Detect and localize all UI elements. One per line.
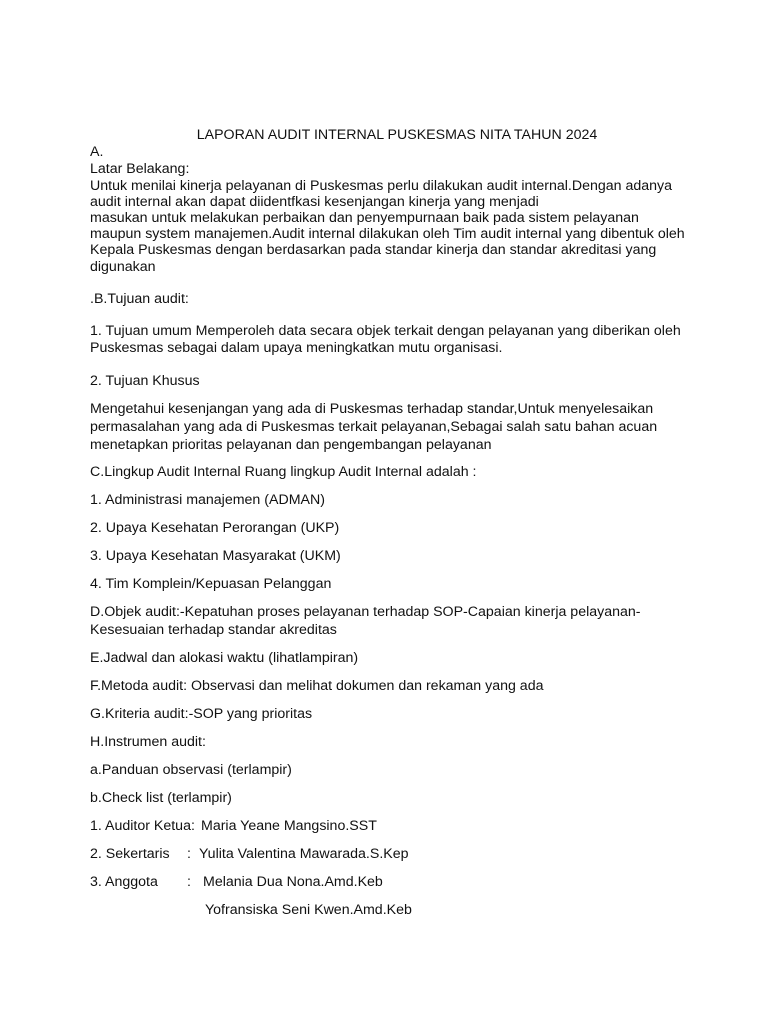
section-f-text: F.Metoda audit: Observasi dan melihat dokumen dan rekaman yang ada — [90, 678, 544, 694]
section-b-heading: .B.Tujuan audit: — [90, 291, 189, 307]
section-d-line: D.Objek audit:-Kepatuhan proses pelayanan terhadap SOP-Capaian kinerja pelayanan- — [90, 604, 641, 620]
section-b-specific-line: menetapkan prioritas pelayanan dan pengembangan pelayanan — [90, 437, 492, 453]
team-name: Melania Dua Nona.Amd.Keb — [203, 874, 383, 890]
section-a-heading: Latar Belakang: — [90, 161, 190, 177]
team-role: 3. Anggota — [90, 874, 158, 890]
section-b-general-line: Puskesmas sebagai dalam upaya meningkatkan mutu organisasi. — [90, 340, 503, 356]
section-h-heading: H.Instrumen audit: — [90, 734, 206, 750]
team-colon: : — [187, 846, 191, 862]
team-role: 2. Sekertaris — [90, 846, 170, 862]
section-c-item: 4. Tim Komplein/Kepuasan Pelanggan — [90, 576, 332, 592]
document-title: LAPORAN AUDIT INTERNAL PUSKESMAS NITA TAHUN 2024 — [196, 127, 598, 143]
team-colon: : — [187, 874, 191, 890]
section-a-line: masukan untuk melakukan perbaikan dan penyempurnaan baik pada sistem pelayanan — [90, 210, 639, 226]
section-a-line: Untuk menilai kinerja pelayanan di Puskesmas perlu dilakukan audit internal.Dengan adanya — [90, 178, 673, 194]
section-h-item: b.Check list (terlampir) — [90, 790, 232, 806]
team-role: 1. Auditor Ketua: — [90, 818, 195, 834]
section-b-general-line: 1. Tujuan umum Memperoleh data secara objek terkait dengan pelayanan yang diberikan oleh — [90, 323, 681, 339]
section-b-specific-heading: 2. Tujuan Khusus — [90, 373, 200, 389]
section-c-item: 3. Upaya Kesehatan Masyarakat (UKM) — [90, 548, 341, 564]
section-d-line: Kesesuaian terhadap standar akreditas — [90, 622, 337, 638]
section-h-item: a.Panduan observasi (terlampir) — [90, 762, 292, 778]
section-a-line: maupun system manajemen.Audit internal dilakukan oleh Tim audit internal yang dibentuk oleh — [90, 226, 685, 242]
team-name: Maria Yeane Mangsino.SST — [201, 818, 377, 834]
team-name: Yofransiska Seni Kwen.Amd.Keb — [205, 902, 412, 918]
section-a-marker: A. — [90, 144, 104, 160]
section-c-item: 2. Upaya Kesehatan Perorangan (UKP) — [90, 520, 340, 536]
section-a-line: digunakan — [90, 259, 156, 275]
section-a-line: audit internal akan dapat diidentfkasi kesenjangan kinerja yang menjadi — [90, 194, 539, 210]
section-g-text: G.Kriteria audit:-SOP yang prioritas — [90, 706, 313, 722]
section-e-text: E.Jadwal dan alokasi waktu (lihatlampiran) — [90, 650, 359, 666]
section-c-heading: C.Lingkup Audit Internal Ruang lingkup Audit Internal adalah : — [90, 464, 477, 480]
section-c-item: 1. Administrasi manajemen (ADMAN) — [90, 492, 325, 508]
team-name: Yulita Valentina Mawarada.S.Kep — [199, 846, 409, 862]
section-b-specific-line: Mengetahui kesenjangan yang ada di Puskesmas terhadap standar,Untuk menyelesaikan — [90, 401, 654, 417]
section-b-specific-line: permasalahan yang ada di Puskesmas terkait pelayanan,Sebagai salah satu bahan acuan — [90, 419, 658, 435]
section-a-line: Kepala Puskesmas dengan berdasarkan pada standar kinerja dan standar akreditasi yang — [90, 242, 657, 258]
